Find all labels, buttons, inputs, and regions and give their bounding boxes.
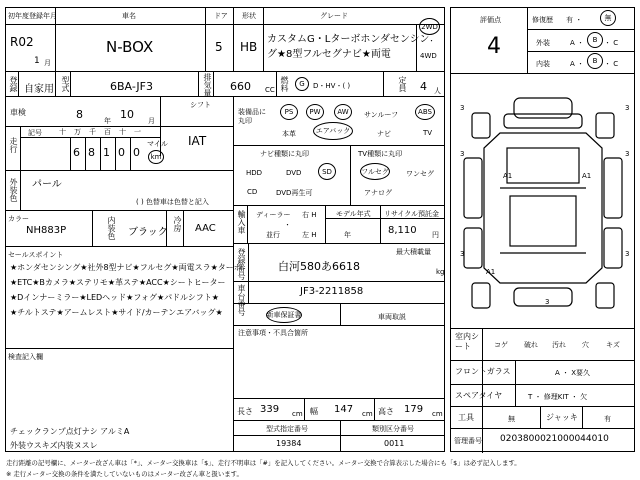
tools-value: 無 <box>508 415 515 423</box>
windshield-label: フロントガラス <box>455 367 511 376</box>
capacity-label: 定員 <box>398 76 407 92</box>
jack-value: 有 <box>604 415 611 423</box>
fuel-others: D・HV・( ) <box>313 82 351 90</box>
interior-value: ブラック <box>128 227 168 238</box>
equip-abs: ABS <box>415 104 435 120</box>
grade-label: グレード <box>320 12 348 20</box>
model-code-label: 型式 <box>61 76 70 92</box>
grading-interior-a: A ・ <box>570 60 585 68</box>
model-year-label: モデル年式 <box>336 210 371 218</box>
equip-tv: TV <box>423 129 433 137</box>
plate-label: 登録番号 <box>237 248 246 280</box>
exterior-label: 外装色 <box>9 178 18 202</box>
main-form <box>5 7 445 452</box>
equip-ps: PS <box>280 104 298 120</box>
navi-cd: CD <box>247 188 258 196</box>
tools-label: 工具 <box>458 413 474 422</box>
recycle-value: 8,110 <box>388 225 417 236</box>
exterior-note: ( ) 色替車は色替と記入 <box>136 198 209 206</box>
selling-points-label: セールスポイント <box>8 251 64 259</box>
mileage-note-label: 記号 <box>28 129 42 137</box>
mileage-digit: 6 <box>73 146 80 159</box>
spare-tire-value: T ・ 修理KIT ・ 欠 <box>528 393 588 401</box>
jack-label: ジャッキ <box>546 413 578 422</box>
inspection-label: 車検 <box>10 108 26 117</box>
room-sheet-label: 室内シート <box>455 332 479 351</box>
grading-exterior-c: ・ C <box>604 39 619 47</box>
length-value: 339 <box>260 404 280 415</box>
diagram-number-1: 3 <box>460 104 465 112</box>
equip-pw: PW <box>306 104 324 120</box>
color-code-label: カラー <box>8 215 29 223</box>
windshield-value: A ・ X要久 <box>555 369 591 377</box>
model-code: 6BA-JF3 <box>110 80 153 93</box>
first-reg-era: R02 <box>10 35 34 49</box>
drive-dot: ・ <box>428 37 435 45</box>
inspection-month-unit: 月 <box>148 117 155 125</box>
model-name: N-BOX <box>106 38 154 56</box>
diagram-number-3: 3 <box>460 150 465 158</box>
exterior-value: パール <box>32 179 62 190</box>
selling-point-3: ★Dインナーミラー★LEDヘッド★フォグ★パドルシフト★ <box>10 293 219 302</box>
grading-exterior-a: A ・ <box>570 39 585 47</box>
grading-interior-c: ・ C <box>604 60 619 68</box>
fuel-selected: G <box>295 77 309 91</box>
doc-new-warranty: 新車保証書 <box>266 307 302 323</box>
shift-label: シフト <box>190 101 211 109</box>
length-label: 長さ <box>237 407 253 416</box>
mileage-unit-km: km <box>148 150 164 164</box>
grading-exterior-b: B <box>587 32 603 48</box>
navi-dvd-play: DVD再生可 <box>276 189 313 197</box>
navi-types-label: ナビ種類に丸印 <box>260 150 309 158</box>
mileage-place-label: 一 <box>134 128 141 136</box>
management-label: 管理番号 <box>454 437 482 445</box>
recycle-label: リサイクル預託金 <box>384 210 440 218</box>
room-sheet-item-2: 破れ <box>524 341 538 349</box>
capacity-value: 4 <box>420 80 427 93</box>
width-unit: cm <box>362 410 373 418</box>
diagram-number-5: 3 <box>460 250 465 258</box>
drive-4wd: 4WD <box>420 52 437 60</box>
selling-point-4: ★チルトステ★アームレスト★サイド/カーテンエアバッグ★ <box>10 308 223 317</box>
capacity-unit: 人 <box>434 87 441 95</box>
shape-value: HB <box>240 40 258 54</box>
inspector-note-2: 外装ウスキズ内装ヌスレ <box>10 441 98 450</box>
fuel-label: 燃料 <box>280 76 289 92</box>
displacement-label: 排気量 <box>203 73 212 97</box>
height-value: 179 <box>404 404 424 415</box>
tv-analog: アナログ <box>364 189 392 197</box>
mileage-place-label: 万 <box>74 128 81 136</box>
chassis-label: 車台番号 <box>237 284 246 316</box>
diagram-a1-right: A1 <box>582 172 592 180</box>
first-reg-month-unit: 月 <box>44 59 51 67</box>
width-label: 幅 <box>310 407 318 416</box>
diagram-a1-left: A1 <box>503 172 513 180</box>
length-unit: cm <box>292 410 303 418</box>
room-sheet-item-4: 穴 <box>582 341 589 349</box>
category-value: 0011 <box>384 439 405 448</box>
notes-label: 注意事項・不具合箇所 <box>238 329 308 337</box>
displacement-unit: CC <box>265 86 275 94</box>
room-sheet-item-3: 汚れ <box>552 341 566 349</box>
shift-value: IAT <box>188 134 207 148</box>
mileage-digit: 0 <box>133 146 140 159</box>
inspection-month: 10 <box>120 108 134 121</box>
mileage-label: 走行 <box>9 137 18 153</box>
max-load-unit: kg <box>436 268 445 276</box>
mileage-place-label: 十 <box>59 128 66 136</box>
max-load-label: 最大積載量 <box>396 248 431 256</box>
model-year-unit: 年 <box>344 231 351 239</box>
import-parallel: 並行 <box>266 231 280 239</box>
diagram-number-7: 3 <box>545 298 550 306</box>
room-sheet-item-5: キズ <box>606 341 620 349</box>
mileage-place-label: 十 <box>119 128 126 136</box>
navi-hdd: HDD <box>246 169 263 177</box>
doors-label: ドア <box>214 12 228 20</box>
management-value: 0203800021000044010 <box>500 434 609 444</box>
mileage-unit-other: マイル <box>147 140 168 148</box>
grade-line1: カスタムG・Lターボホンダセンシン <box>267 34 430 45</box>
diagram-number-2: 3 <box>625 104 630 112</box>
type-approval-value: 19384 <box>276 439 302 448</box>
equip-navi: ナビ <box>377 130 391 138</box>
damage-diagram <box>452 78 633 323</box>
drive-2wd-selected: 2WD <box>419 18 440 35</box>
diagram-number-4: 3 <box>625 150 630 158</box>
footer-line-2: ※ 走行メーター交換の条件を満たしていないものはメーター改ざん車と扱います。 <box>6 470 243 478</box>
mileage-digits <box>55 126 145 170</box>
inspector-label: 検査記入欄 <box>8 353 43 361</box>
doors-value: 5 <box>215 40 223 54</box>
grading-exterior-label: 外装 <box>536 39 550 47</box>
equipment-label: 装備品に丸印 <box>238 108 266 125</box>
mileage-digit: 0 <box>118 146 125 159</box>
diagram-number-6: 3 <box>625 250 630 258</box>
tv-fullseg: フルセグ <box>360 163 390 180</box>
aircon-label: 冷房 <box>173 216 182 232</box>
equip-sunroof: サンルーフ <box>364 111 399 119</box>
recycle-unit: 円 <box>432 231 439 239</box>
mileage-place-label: 百 <box>104 128 111 136</box>
import-handle-right: 右 H <box>302 211 317 219</box>
inspection-year: 8 <box>76 108 83 121</box>
grading-interior-b: B <box>587 53 603 69</box>
import-handle-left: 左 H <box>302 231 317 239</box>
selling-point-1: ★ホンダセンシング★社外8型ナビ★フルセグ★両電スラ★ターボ <box>10 263 242 272</box>
displacement-value: 660 <box>230 80 251 93</box>
mileage-place-label: 千 <box>89 128 96 136</box>
score-label: 評価点 <box>480 16 501 24</box>
grade-line2: グ★8型フルセグナビ★両電 <box>267 49 391 60</box>
mileage-digit: 8 <box>88 146 95 159</box>
repair-options: 有 ・ <box>566 16 583 24</box>
import-label: 輸入車 <box>237 210 246 234</box>
equip-airbag: エアバック <box>313 122 353 140</box>
type-approval-label: 型式指定番号 <box>266 425 308 433</box>
inspector-note-1: チェックランプ点灯ナシ アルミA <box>10 427 130 436</box>
first-reg-month: 1 <box>34 56 40 66</box>
navi-sd: SD <box>318 163 336 180</box>
plate-value: 白河580あ6618 <box>278 260 360 273</box>
equip-aw: AW <box>334 104 352 120</box>
repair-label: 修復歴 <box>532 16 553 24</box>
mileage-digit: 1 <box>103 146 110 159</box>
registration-type: 自家用 <box>24 84 54 95</box>
room-sheet-item-1: コゲ <box>494 341 508 349</box>
inspection-year-unit: 年 <box>104 117 111 125</box>
spare-tire-label: スペアタイヤ <box>455 391 503 400</box>
navi-dvd: DVD <box>286 169 302 177</box>
import-dot: ・ <box>284 221 291 229</box>
category-label: 類別区分番号 <box>372 425 414 433</box>
tv-oneseg: ワンセグ <box>406 170 434 178</box>
import-dealer: ディーラー <box>256 211 291 219</box>
interior-label: 内装色 <box>107 216 116 240</box>
shape-label: 形状 <box>242 12 256 20</box>
grading-interior-label: 内装 <box>536 60 550 68</box>
model-label: 車名 <box>122 12 136 20</box>
doc-manual: 車両取説 <box>378 313 406 321</box>
repair-none-selected: 無 <box>600 10 616 26</box>
score-value: 4 <box>487 34 501 59</box>
height-label: 高さ <box>378 407 394 416</box>
first-reg-label: 初年度登録年月 <box>8 12 57 20</box>
registration-label: 登録 <box>9 76 18 92</box>
tv-types-label: TV種類に丸印 <box>358 150 403 158</box>
aircon-value: AAC <box>195 223 216 234</box>
chassis-value: JF3-2211858 <box>300 286 364 297</box>
footer-line-1: 走行距離の記号欄に、メーター改ざん車は「*」、メーター交換車は「$」、走行不明車は「#」を記入してください。メーター交換で合算表示した場合にも「$」は必ず記入します。 <box>6 459 521 467</box>
width-value: 147 <box>334 404 354 415</box>
equip-leather: 本革 <box>282 130 296 138</box>
diagram-a1-rear: A1 <box>486 268 496 276</box>
selling-point-2: ★ETC★Bカメラ★ステリモ★革ステ★ACC★シートヒーター <box>10 278 226 287</box>
height-unit: cm <box>432 410 443 418</box>
color-code-value: NH883P <box>26 225 67 236</box>
